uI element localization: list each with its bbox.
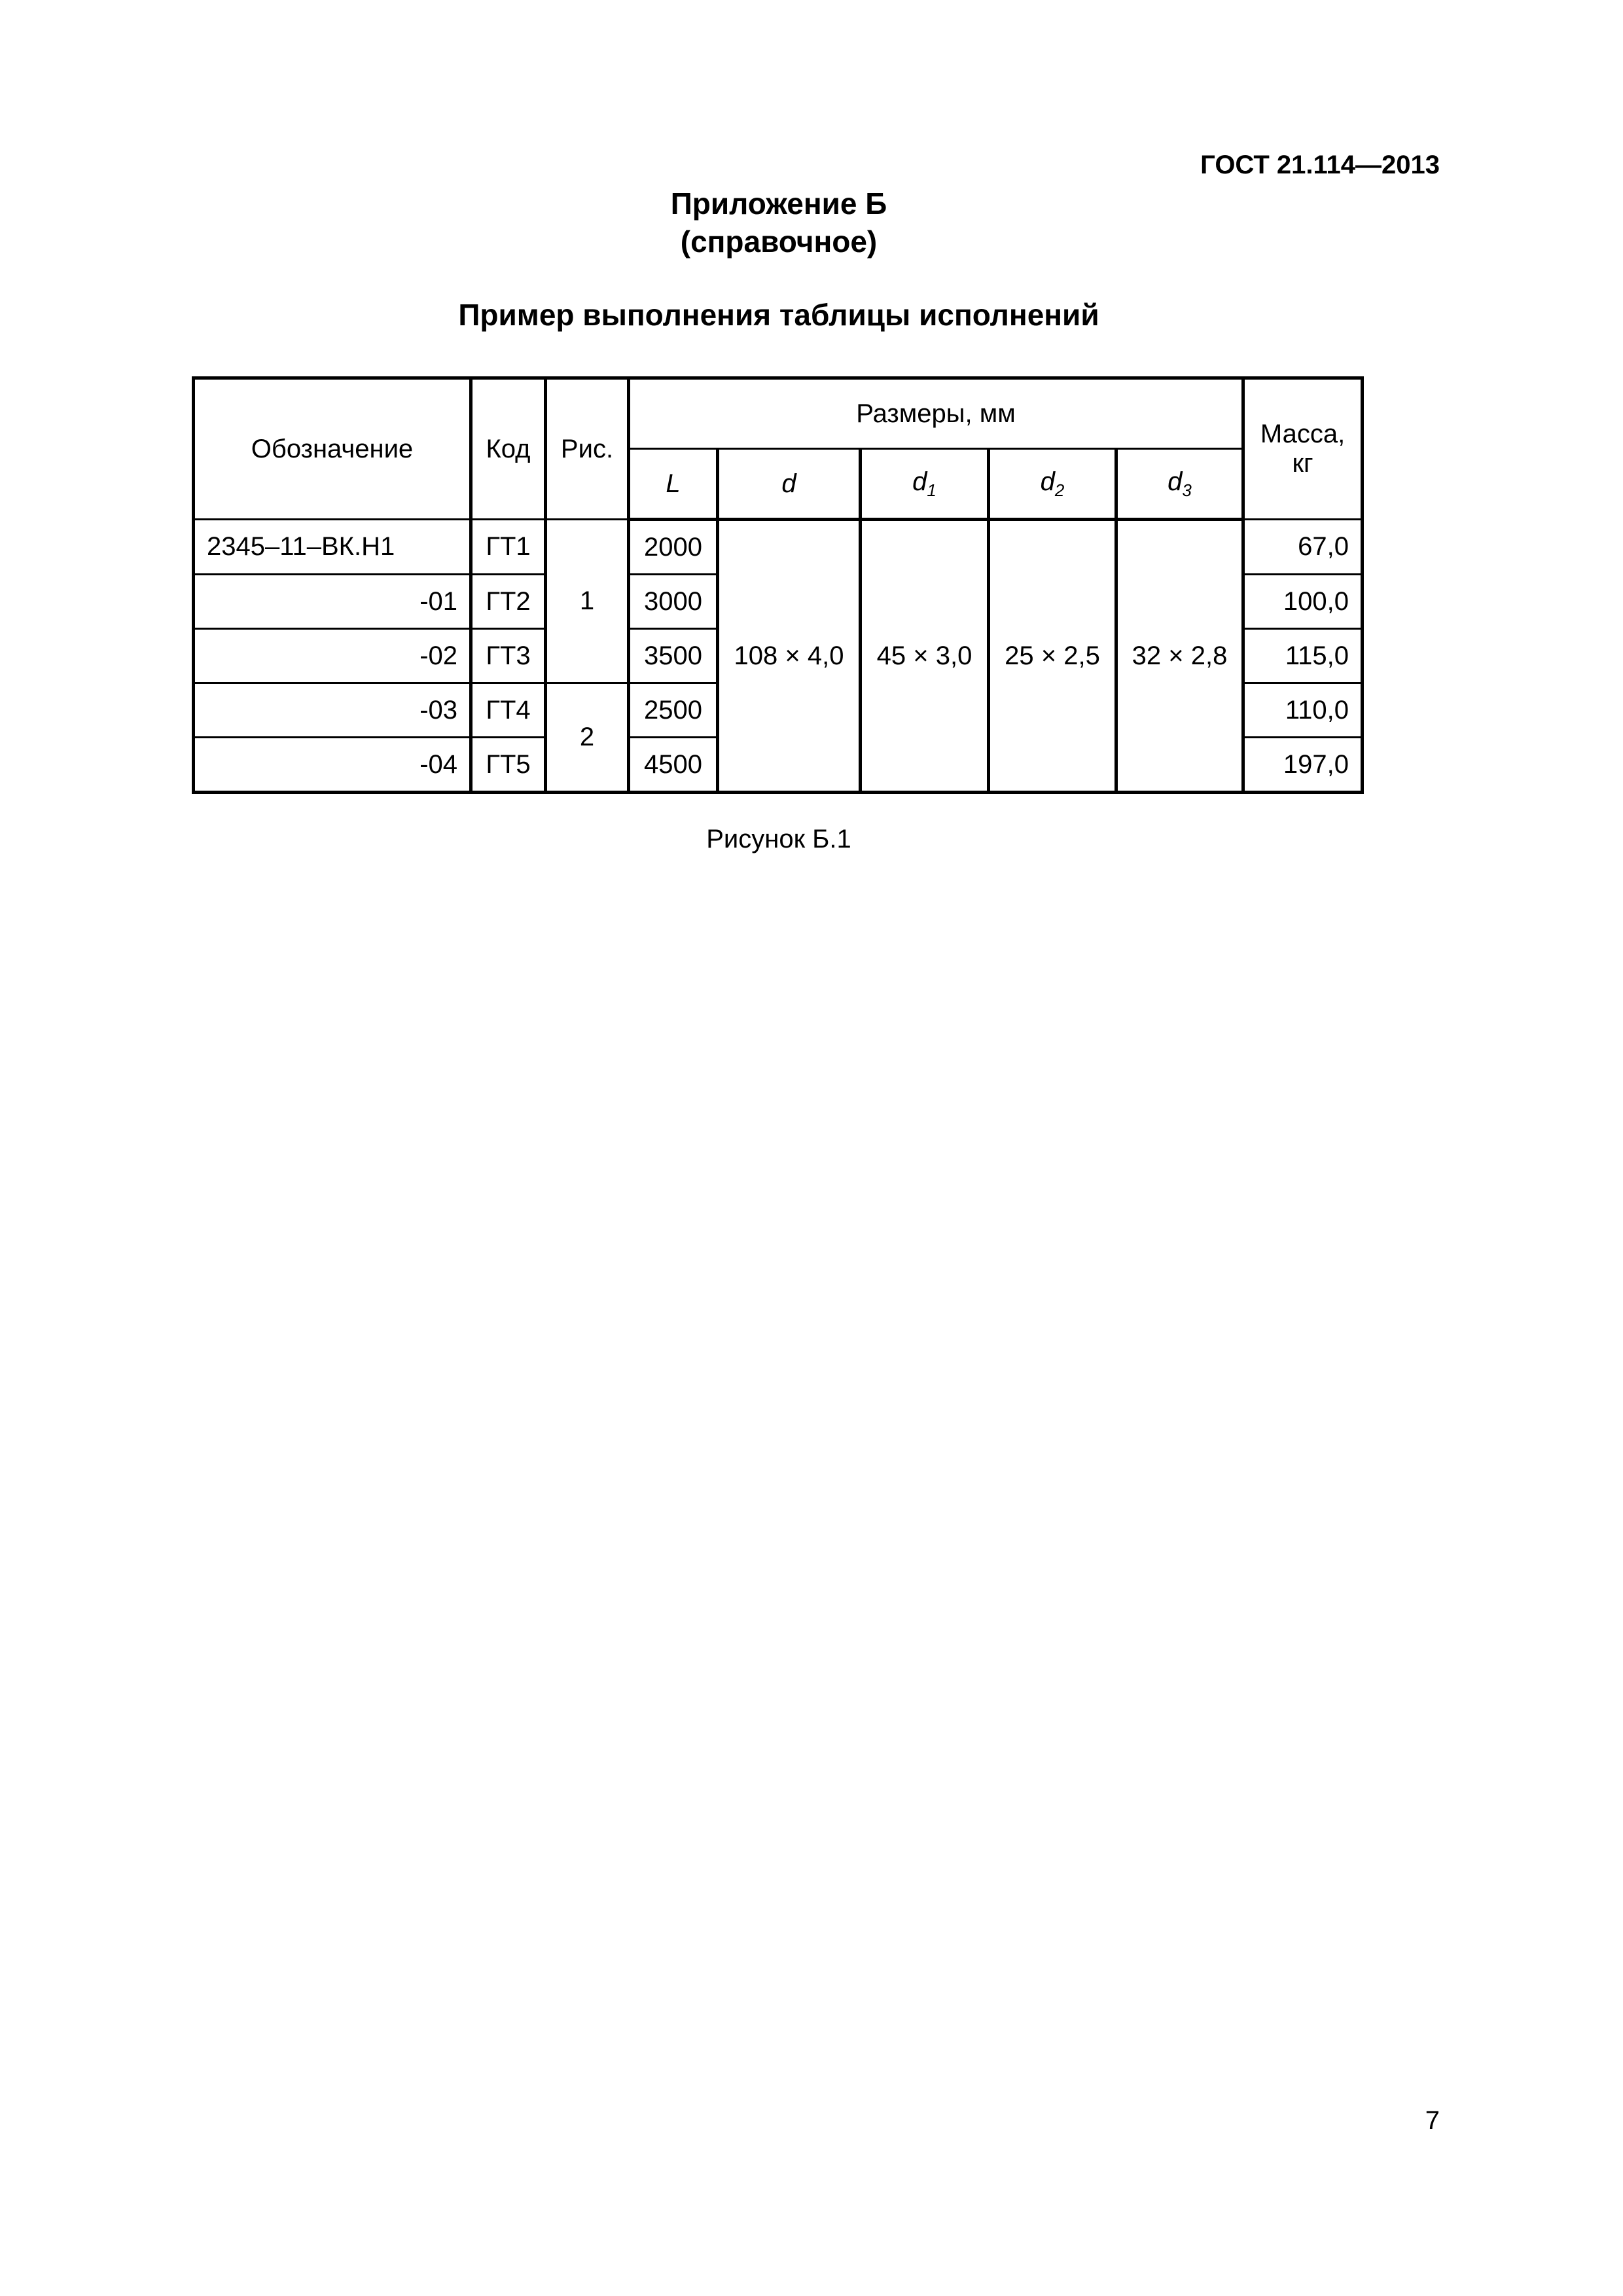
header-mass: Масса, кг [1243,378,1363,520]
cell-designation: -02 [194,629,471,683]
example-title: Пример выполнения таблицы исполнений [458,298,1099,332]
cell-code: ГТ3 [471,629,546,683]
cell-d-shared: 108 × 4,0 [718,520,861,793]
appendix-heading [0,185,1558,260]
cell-d1-shared: 45 × 3,0 [861,520,989,793]
header-designation: Обозначение [194,378,471,520]
header-code: Код [471,378,546,520]
header-d3-base: d [1168,467,1183,496]
cell-code: ГТ1 [471,520,546,575]
cell-mass: 100,0 [1243,575,1363,629]
header-d1 [861,449,989,520]
appendix-subtitle: (справочное) [680,224,878,259]
cell-mass: 115,0 [1243,629,1363,683]
cell-code: ГТ2 [471,575,546,629]
cell-code: ГТ5 [471,738,546,793]
appendix-title: Приложение Б [670,187,887,221]
cell-L: 2500 [629,683,718,738]
cell-mass: 197,0 [1243,738,1363,793]
page-number: 7 [1425,2106,1440,2135]
header-d1-base: d [912,467,927,496]
cell-d3-shared: 32 × 2,8 [1116,520,1243,793]
cell-L: 2000 [629,520,718,575]
header-d2-base: d [1040,467,1055,496]
header-d1-sub: 1 [927,480,936,500]
header-d3-sub: 3 [1182,480,1192,500]
cell-L: 3000 [629,575,718,629]
header-d2 [989,449,1116,520]
header-L [629,449,718,520]
standard-code: ГОСТ 21.114—2013 [1200,151,1440,179]
cell-designation: 2345–11–ВК.Н1 [194,520,471,575]
figure-caption: Рисунок Б.1 [706,825,851,853]
cell-designation: -01 [194,575,471,629]
header-d-symbol: d [781,469,796,498]
header-d3 [1116,449,1243,520]
header-d2-sub: 2 [1054,480,1065,500]
cell-figure-group-2: 2 [546,683,629,793]
header-figure: Рис. [546,378,629,520]
cell-mass: 110,0 [1243,683,1363,738]
cell-L: 4500 [629,738,718,793]
cell-code: ГТ4 [471,683,546,738]
cell-d2-shared: 25 × 2,5 [989,520,1116,793]
header-L-symbol: L [666,469,681,498]
header-d [718,449,861,520]
table-row [194,520,1363,575]
cell-L: 3500 [629,629,718,683]
cell-designation: -04 [194,738,471,793]
cell-mass: 67,0 [1243,520,1363,575]
performance-table [192,376,1364,794]
cell-designation: -03 [194,683,471,738]
header-dimensions: Размеры, мм [629,378,1243,449]
cell-figure-group-1: 1 [546,520,629,683]
